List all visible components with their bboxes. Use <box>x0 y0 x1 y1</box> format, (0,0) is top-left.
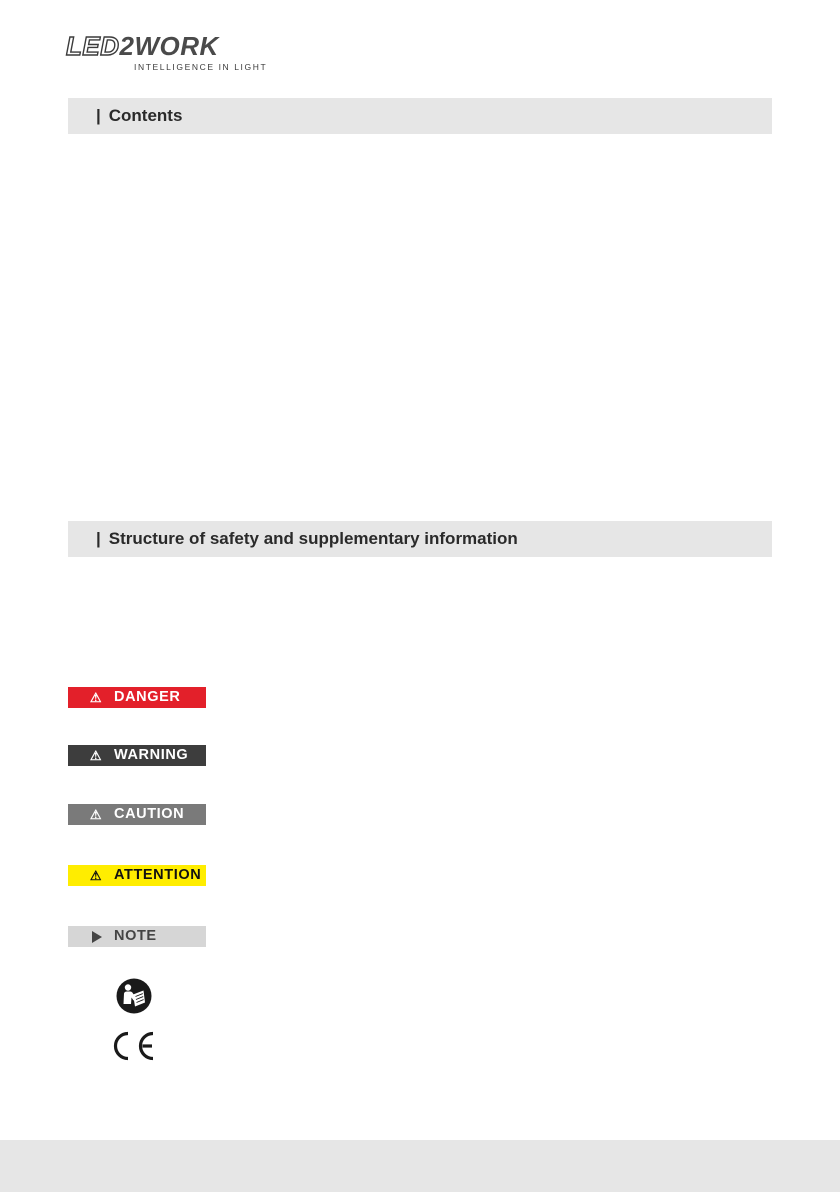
signal-word-note <box>68 926 206 947</box>
brand-logo <box>66 32 266 74</box>
section-pipe: | <box>96 529 101 548</box>
section-pipe: | <box>96 106 101 125</box>
signal-word-note-label: NOTE <box>114 928 157 944</box>
warning-triangle-icon: ⚠ <box>89 807 103 822</box>
footer-band <box>0 1140 840 1192</box>
warning-triangle-icon: ⚠ <box>89 690 103 705</box>
signal-word-caution-label: CAUTION <box>114 806 185 822</box>
warning-triangle-icon: ⚠ <box>89 748 103 763</box>
section-header-contents <box>68 98 772 134</box>
signal-word-warning-label: WARNING <box>114 747 189 763</box>
section-header-structure <box>68 521 772 557</box>
logo-wordmark-solid: 2WORK <box>119 31 219 61</box>
logo-tagline: INTELLIGENCE IN LIGHT <box>134 62 268 72</box>
section-title-contents: Contents <box>108 106 183 125</box>
logo-wordmark-outline: LED <box>66 31 120 61</box>
signal-word-caution <box>68 804 206 825</box>
warning-triangle-icon: ⚠ <box>89 868 103 883</box>
arrow-right-icon <box>92 931 102 943</box>
signal-word-attention-label: ATTENTION <box>114 867 202 883</box>
ce-mark-icon <box>106 1029 158 1063</box>
read-manual-icon <box>116 978 152 1014</box>
signal-word-danger-label: DANGER <box>114 689 181 705</box>
signal-word-warning <box>68 745 206 766</box>
signal-word-attention <box>68 865 206 886</box>
section-title-structure: Structure of safety and supplementary information <box>108 529 518 548</box>
logo-wordmark <box>66 32 219 60</box>
signal-word-danger <box>68 687 206 708</box>
